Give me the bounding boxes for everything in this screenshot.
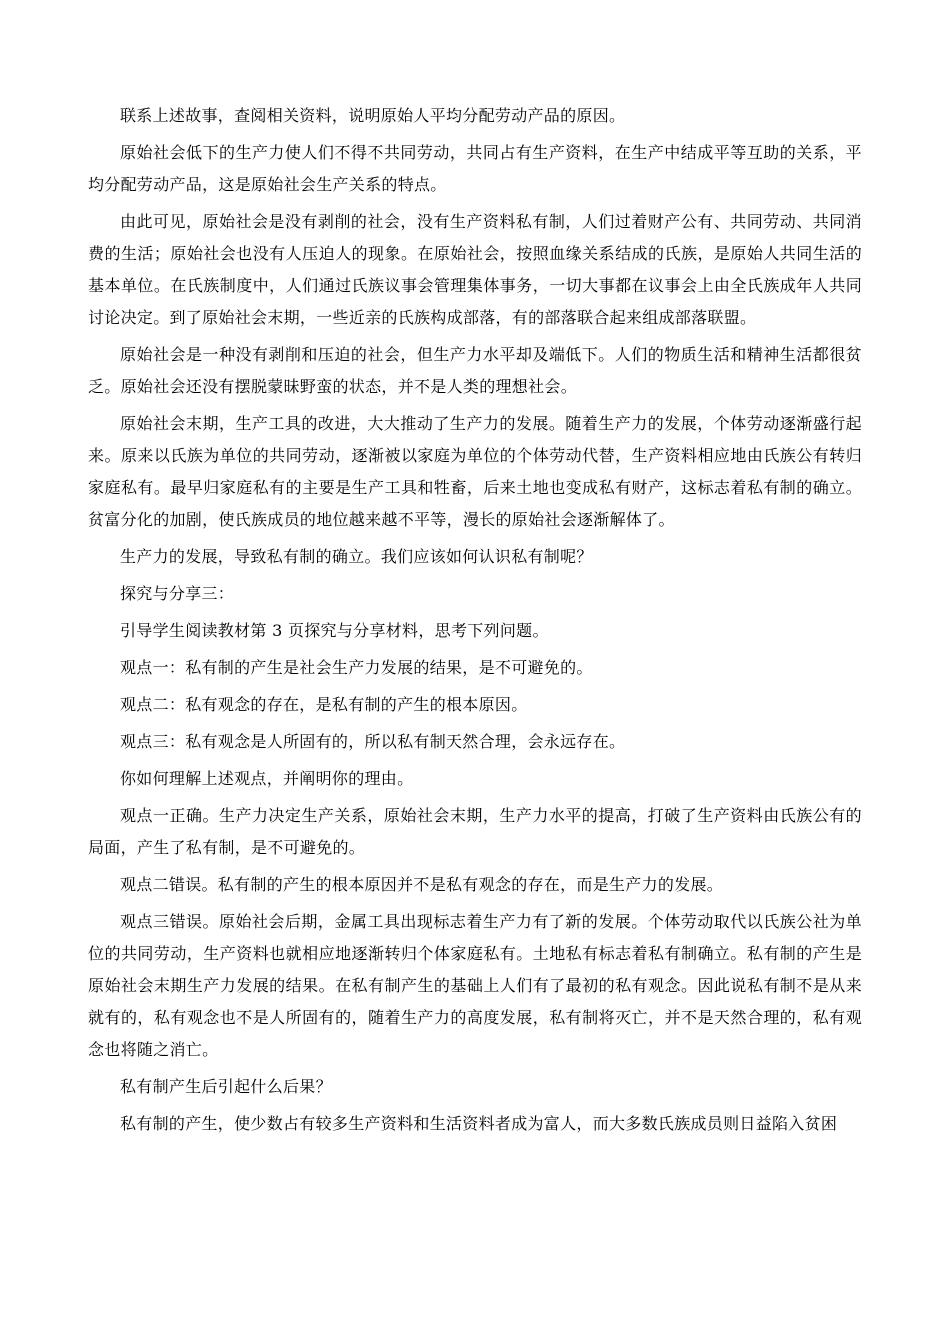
viewpoint-three: 观点三：私有观念是人所固有的，所以私有制天然合理，会永远存在。 (120, 732, 626, 751)
answer-viewpoint-two: 观点二错误。私有制的产生的根本原因并不是私有观念的存在，而是生产力的发展。 (120, 875, 724, 894)
paragraph: 引导学生阅读教材第 3 页探究与分享材料，思考下列问题。 (120, 621, 549, 640)
paragraph: 联系上述故事，查阅相关资料，说明原始人平均分配劳动产品的原因。 (120, 106, 626, 125)
paragraph: 生产力的发展，导致私有制的确立。我们应该如何认识私有制呢？ (120, 547, 593, 566)
question: 你如何理解上述观点，并阐明你的理由。 (120, 769, 414, 788)
viewpoint-two: 观点二：私有观念的存在，是私有制的产生的根本原因。 (120, 695, 528, 714)
section-heading: 探究与分享三： (120, 584, 235, 603)
paragraph: 私有制的产生，使少数占有较多生产资料和生活资料者成为富人，而大多数氏族成员则日益陷入贫困 (120, 1114, 838, 1133)
viewpoint-one: 观点一：私有制的产生是社会生产力发展的结果，是不可避免的。 (120, 658, 593, 677)
paragraph: 原始社会是一种没有剥削和压迫的社会，但生产力水平却及端低下。人们的物质生活和精神生活都很贫乏。原始社会还没有摆脱蒙昧野蛮的状态，并不是人类的理想社会。 (88, 345, 862, 396)
answer-viewpoint-one: 观点一正确。生产力决定生产关系，原始社会末期，生产力水平的提高，打破了生产资料由氏族公有的局面，产生了私有制，是不可避免的。 (88, 806, 862, 857)
paragraph: 原始社会末期，生产工具的改进，大大推动了生产力的发展。随着生产力的发展，个体劳动逐渐盛行起来。原来以氏族为单位的共同劳动，逐渐被以家庭为单位的个体劳动代替，生产资料相应地由氏族公有转归家庭私有。最早归家庭私有的主要是生产工具和牲畜，后来土地也变成私有财产，这标志着私有制的确立。贫富分化的加剧，使氏族成员的地位越来越不平等，漫长的原始社会逐渐解体了。 (88, 414, 862, 529)
question: 私有制产生后引起什么后果？ (120, 1077, 332, 1096)
document-page (88, 100, 862, 1145)
paragraph: 由此可见，原始社会是没有剥削的社会，没有生产资料私有制，人们过着财产公有、共同劳动、共同消费的生活；原始社会也没有人压迫人的现象。在原始社会，按照血缘关系结成的氏族，是原始人共同生活的基本单位。在氏族制度中，人们通过氏族议事会管理集体事务，一切大事都在议事会上由全氏族成年人共同讨论决定。到了原始社会末期，一些近亲的氏族构成部落，有的部落联合起来组成部落联盟。 (88, 212, 862, 327)
paragraph: 原始社会低下的生产力使人们不得不共同劳动，共同占有生产资料，在生产中结成平等互助的关系，平均分配劳动产品，这是原始社会生产关系的特点。 (88, 143, 862, 194)
answer-viewpoint-three: 观点三错误。原始社会后期，金属工具出现标志着生产力有了新的发展。个体劳动取代以氏族公社为单位的共同劳动，生产资料也就相应地逐渐转归个体家庭私有。土地私有标志着私有制确立。私有制的产生是原始社会末期生产力发展的结果。在私有制产生的基础上人们有了最初的私有观念。因此说私有制不是从来就有的，私有观念也不是人所固有的，随着生产力的高度发展，私有制将灭亡，并不是天然合理的，私有观念也将随之消亡。 (88, 912, 862, 1059)
